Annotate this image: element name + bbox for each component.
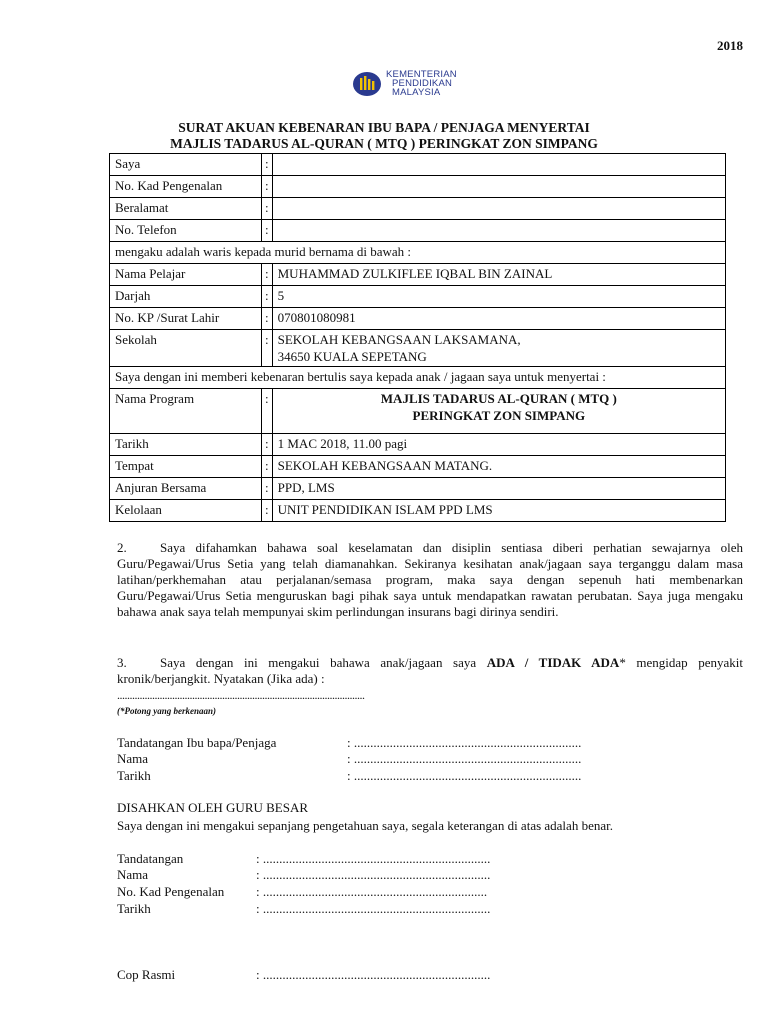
principal-signature-field[interactable]: : ...................................................................... — [256, 851, 491, 866]
parent-name-label: Nama — [117, 751, 149, 766]
colon: : — [262, 220, 273, 242]
logo-line-1: KEMENTERIAN — [386, 69, 457, 80]
guardian-address-field[interactable] — [272, 198, 725, 220]
principal-name-label: Nama — [117, 867, 149, 882]
student-school-label: Sekolah — [110, 330, 262, 367]
principal-date-field[interactable]: : ...................................................................... — [256, 901, 491, 916]
table-row — [110, 500, 726, 522]
table-row — [110, 286, 726, 308]
parent-name-field[interactable]: : ...................................................................... — [347, 751, 582, 766]
title-line-2: MAJLIS TADARUS AL-QURAN ( MTQ ) PERINGKAT ZON SIMPANG — [170, 136, 598, 151]
guardian-name-field[interactable] — [272, 154, 725, 176]
program-cohost-value: PPD, LMS — [272, 478, 725, 500]
principal-date-label: Tarikh — [117, 901, 151, 916]
student-class-label: Darjah — [110, 286, 262, 308]
table-row — [110, 242, 726, 264]
table-row — [110, 176, 726, 198]
parent-signature-field[interactable]: : ...................................................................... — [347, 735, 582, 750]
school-line-2: 34650 KUALA SEPETANG — [277, 349, 427, 364]
paragraph-3 — [117, 655, 743, 687]
program-organizer-value: UNIT PENDIDIKAN ISLAM PPD LMS — [272, 500, 725, 522]
program-name-line-1: MAJLIS TADARUS AL-QURAN ( MTQ ) — [380, 391, 617, 406]
school-line-1: SEKOLAH KEBANGSAAN LAKSAMANA, — [277, 332, 521, 347]
table-row — [110, 434, 726, 456]
official-stamp-label: Cop Rasmi — [117, 967, 176, 982]
colon: : — [262, 264, 273, 286]
paragraph-3-text-b: * mengidap penyakit kronik/berjangkit. Nyatakan (Jika ada) : — [117, 655, 744, 686]
colon: : — [262, 478, 273, 500]
document-year: 2018 — [717, 38, 743, 53]
student-name-label: Nama Pelajar — [110, 264, 262, 286]
table-row — [110, 330, 726, 367]
table-row — [110, 264, 726, 286]
ada-tidak-ada-option: ADA / TIDAK ADA — [486, 655, 620, 670]
logo-line-3: MALAYSIA — [392, 87, 441, 98]
principal-heading: DISAHKAN OLEH GURU BESAR — [117, 800, 309, 815]
parent-signature-label: Tandatangan Ibu bapa/Penjaga — [117, 735, 277, 750]
guardian-phone-field[interactable] — [272, 220, 725, 242]
colon: : — [262, 500, 273, 522]
program-date-value: 1 MAC 2018, 11.00 pagi — [272, 434, 725, 456]
principal-statement: Saya dengan ini mengakui sepanjang pengetahuan saya, segala keterangan di atas adalah benar. — [117, 818, 613, 833]
table-row — [110, 389, 726, 434]
program-cohost-label: Anjuran Bersama — [110, 478, 262, 500]
table-row — [110, 456, 726, 478]
colon: : — [262, 154, 273, 176]
strike-through-note: (*Potong yang berkenaan) — [117, 706, 216, 716]
consent-form-table — [109, 153, 726, 522]
table-row — [110, 478, 726, 500]
table-row — [110, 198, 726, 220]
colon: : — [262, 308, 273, 330]
table-row — [110, 308, 726, 330]
paragraph-2 — [117, 540, 743, 620]
student-ic-value: 070801080981 — [272, 308, 725, 330]
illness-details-field[interactable]: ................................................................................................... — [117, 688, 365, 702]
program-organizer-label: Kelolaan — [110, 500, 262, 522]
ministry-emblem-icon — [352, 71, 382, 97]
title-line-1: SURAT AKUAN KEBENARAN IBU BAPA / PENJAGA MENYERTAI — [178, 120, 590, 135]
table-row — [110, 154, 726, 176]
paragraph-3-number: 3. — [117, 655, 127, 670]
heir-statement: mengaku adalah waris kepada murid bernama di bawah : — [110, 242, 726, 264]
principal-ic-field[interactable]: : ..................................................................... — [256, 884, 488, 899]
guardian-address-label: Beralamat — [110, 198, 262, 220]
colon: : — [262, 286, 273, 308]
parent-date-field[interactable]: : ...................................................................... — [347, 768, 582, 783]
guardian-phone-label: No. Telefon — [110, 220, 262, 242]
program-place-value: SEKOLAH KEBANGSAAN MATANG. — [272, 456, 725, 478]
program-name-line-2: PERINGKAT ZON SIMPANG — [412, 408, 586, 423]
student-school-value — [272, 330, 725, 367]
program-name-label: Nama Program — [110, 389, 262, 434]
program-place-label: Tempat — [110, 456, 262, 478]
colon: : — [262, 456, 273, 478]
ministry-logo — [352, 70, 457, 97]
colon: : — [262, 330, 273, 367]
permission-statement: Saya dengan ini memberi kebenaran bertulis saya kepada anak / jagaan saya untuk menyertai : — [110, 367, 726, 389]
student-ic-label: No. KP /Surat Lahir — [110, 308, 262, 330]
colon: : — [262, 389, 273, 434]
guardian-ic-label: No. Kad Pengenalan — [110, 176, 262, 198]
colon: : — [262, 176, 273, 198]
program-date-label: Tarikh — [110, 434, 262, 456]
paragraph-3-text-a: Saya dengan ini mengakui bahawa anak/jagaan saya — [160, 655, 487, 670]
table-row — [110, 367, 726, 389]
student-class-value: 5 — [272, 286, 725, 308]
guardian-ic-field[interactable] — [272, 176, 725, 198]
principal-name-field[interactable]: : ...................................................................... — [256, 867, 491, 882]
principal-ic-label: No. Kad Pengenalan — [117, 884, 225, 899]
parent-date-label: Tarikh — [117, 768, 151, 783]
logo-line-2: PENDIDIKAN — [392, 78, 453, 89]
colon: : — [262, 434, 273, 456]
student-name-value: MUHAMMAD ZULKIFLEE IQBAL BIN ZAINAL — [272, 264, 725, 286]
table-row — [110, 220, 726, 242]
official-stamp-field[interactable]: : ...................................................................... — [256, 967, 491, 982]
paragraph-2-text: Saya difahamkan bahawa soal keselamatan dan disiplin sentiasa diberi perhatian sewajarnya oleh Guru/Pegawai/Urus Setia yang telah diamanahkan. Sekiranya kesihatan anak/jagaan saya terganggu dalam masa latihan/perkhemahan atau perjalanan/semasa program, maka saya dengan sepenuh hati membenarkan Guru/Pegawai/Urus Setia menguruskan bagi pihak saya untuk mendapatkan rawatan perubatan. Saya juga mengaku bahawa anak saya telah mempunyai skim perlindungan insurans bagi dirinya sendiri. — [117, 540, 743, 619]
guardian-name-label: Saya — [110, 154, 262, 176]
paragraph-2-number: 2. — [117, 540, 127, 555]
program-name-value — [272, 389, 725, 434]
document-title — [0, 120, 768, 152]
colon: : — [262, 198, 273, 220]
principal-signature-label: Tandatangan — [117, 851, 184, 866]
